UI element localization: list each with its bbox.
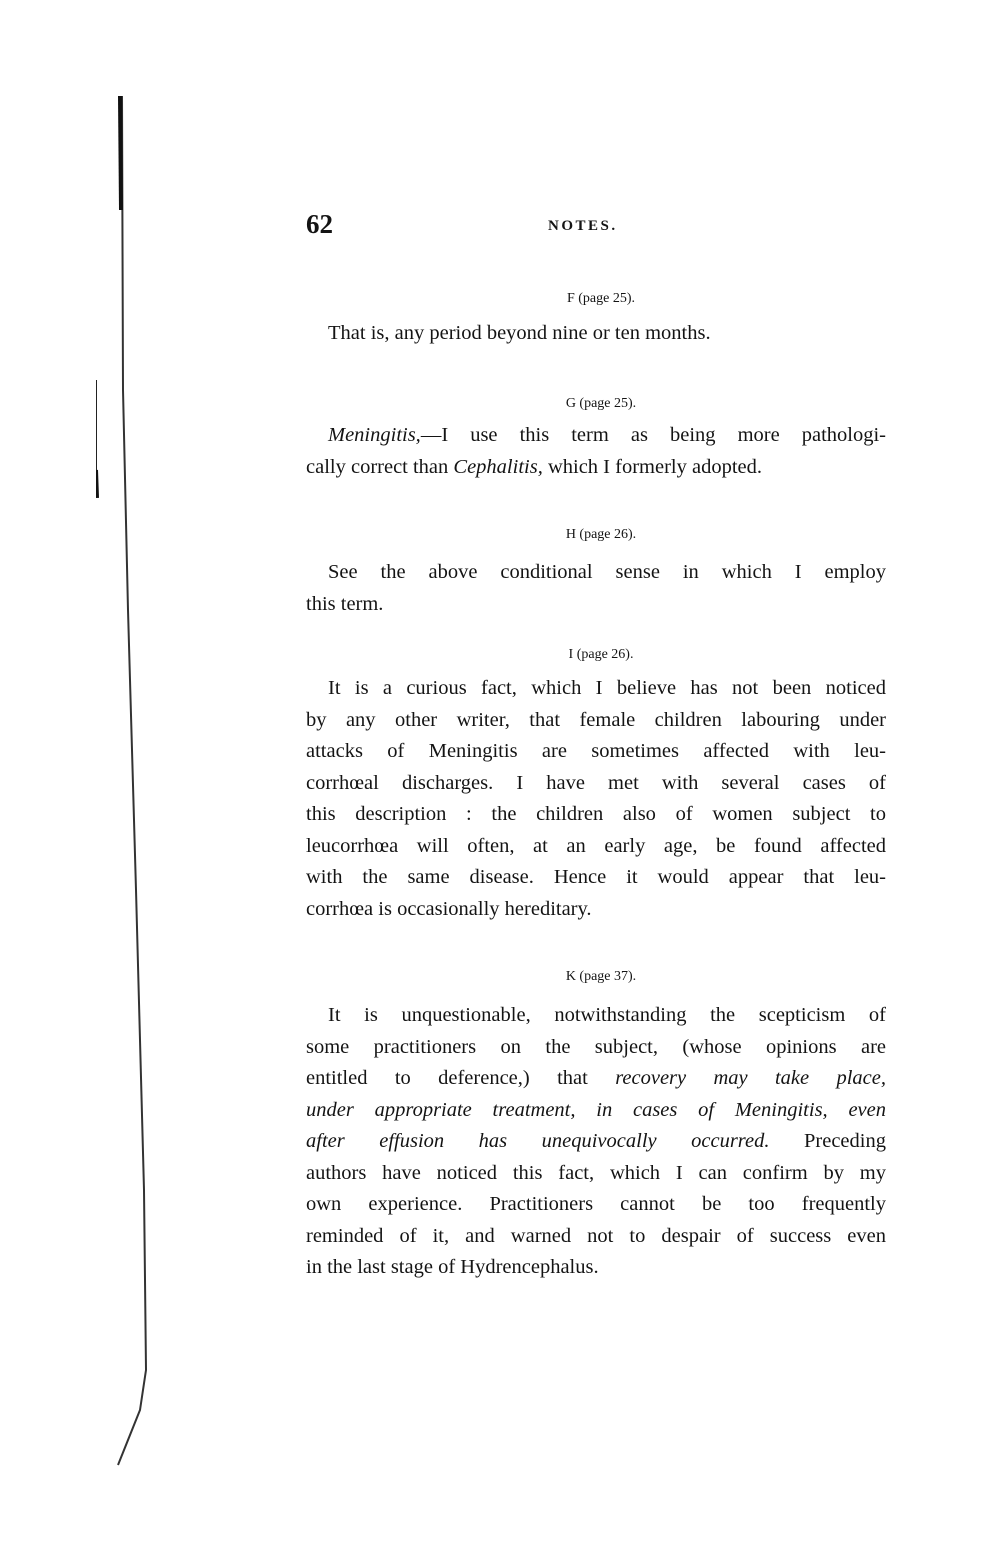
text-run: this description : the children also of women subject to: [306, 803, 886, 825]
text-run: some practitioners on the subject, (whose opinions are: [306, 1035, 886, 1058]
text-line: [306, 452, 886, 484]
text-line: [306, 831, 886, 863]
text-line: [306, 1221, 886, 1253]
note-body-i: [306, 673, 886, 925]
text-run: —I use this term as being more pathologi-: [420, 424, 886, 446]
text-line: [306, 1095, 886, 1127]
text-line: [306, 736, 886, 768]
text-run: See the above conditional sense in which I employ: [328, 561, 886, 583]
running-head: NOTES.: [548, 218, 618, 234]
text-run: cally correct than: [306, 455, 454, 478]
binding-edge-line: [96, 90, 166, 1470]
note-body-g: [306, 420, 886, 483]
italic-text: under appropriate treatment, in cases of Meningitis, even: [306, 1098, 886, 1121]
note-body-f: [306, 318, 886, 350]
text-run: corrhœal discharges. I have met with several cases of: [306, 771, 886, 794]
text-line: [306, 705, 886, 737]
text-run: which I formerly adopted.: [542, 455, 762, 478]
text-run: It is unquestionable, notwithstanding the scepticism of: [328, 1004, 886, 1026]
text-line: [306, 1158, 886, 1190]
text-run: leucorrhœa will often, at an early age, be found affected: [306, 834, 886, 857]
text-line: [306, 1000, 886, 1032]
text-line: [306, 768, 886, 800]
text-line: [306, 318, 886, 350]
text-line: [306, 673, 886, 705]
text-line: [306, 420, 886, 452]
italic-text: Cephalitis,: [453, 455, 543, 478]
text-run: in the last stage of Hydrencephalus.: [306, 1256, 599, 1278]
text-line: [306, 862, 886, 894]
page-header: [306, 209, 886, 249]
text-line: [306, 1252, 886, 1284]
note-body-h: [306, 557, 886, 620]
text-line: [306, 1063, 886, 1095]
text-run: entitled to deference,) that: [306, 1067, 616, 1089]
text-run: corrhœa is occasionally hereditary.: [306, 897, 592, 920]
italic-text: Meningitis,: [328, 424, 421, 446]
text-run: That is, any period beyond nine or ten months.: [328, 322, 711, 344]
text-run: Preceding: [769, 1130, 886, 1152]
italic-text: after effusion has unequivocally occurred.: [306, 1130, 770, 1152]
text-line: [306, 799, 886, 831]
note-heading-f: F (page 25).: [566, 291, 636, 306]
note-heading-g: G (page 25).: [565, 396, 637, 411]
text-line: [306, 1189, 886, 1221]
text-run: with the same disease. Hence it would appear that leu-: [306, 866, 886, 888]
text-line: [306, 1126, 886, 1158]
note-body-k: [306, 1000, 886, 1284]
page-number: 62: [306, 209, 333, 239]
italic-text: recovery may take place,: [615, 1067, 886, 1089]
text-run: this term.: [306, 592, 384, 615]
text-line: [306, 557, 886, 589]
note-heading-i: I (page 26).: [568, 647, 634, 662]
text-line: [306, 1032, 886, 1064]
note-heading-h: H (page 26).: [565, 527, 637, 542]
text-run: authors have noticed this fact, which I can confirm by my: [306, 1161, 886, 1184]
text-run: by any other writer, that female children labouring under: [306, 708, 886, 731]
text-run: own experience. Practitioners cannot be too frequently: [306, 1193, 886, 1215]
note-heading-k: K (page 37).: [565, 969, 637, 984]
text-run: It is a curious fact, which I believe has not been noticed: [328, 677, 886, 699]
text-line: [306, 589, 886, 621]
text-run: attacks of Meningitis are sometimes affected with leu-: [306, 740, 886, 762]
text-run: reminded of it, and warned not to despair of success even: [306, 1224, 886, 1247]
text-line: [306, 894, 886, 926]
